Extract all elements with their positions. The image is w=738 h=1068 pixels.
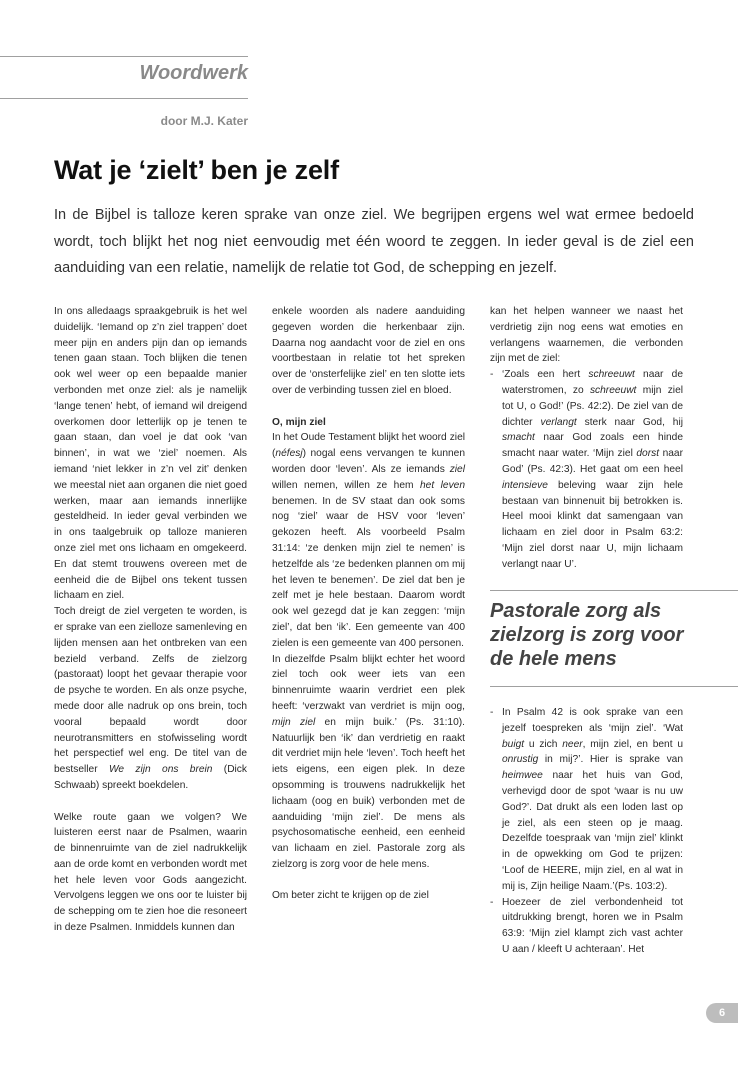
header-rule-top	[0, 56, 248, 57]
paragraph: Om beter zicht te krijgen op de ziel	[272, 890, 429, 902]
paragraph: Toch dreigt de ziel vergeten te worden, is er sprake van een zielloze samenleving en lijden mensen aan het ontbreken van een bezield verband. Zelfs de zielzorg (pastoraat) loopt het gevaar therapie voor de psyche te worden. En als onze psyche, mede door alle nadruk op ons brein, toch vooral bepaald wordt door neurotransmitters en stofwisseling wordt het perspectief wel eng. De titel van de bestseller We zijn ons brein (Dick Schwaab) spreekt boekdelen.	[54, 606, 247, 791]
section-title: Woordwerk	[139, 62, 248, 84]
paragraph: enkele woorden als nadere aanduiding gegeven worden die herkenbaar zijn. Daarna nog aandacht voor de ziel en ons voortbestaan in relatie tot het spreken over de ‘onsterfelijke ziel’ en ten slotte iets over de verbinding tussen ziel en bloed.	[272, 306, 465, 396]
list-item: - Hoezeer de ziel verbondenheid tot uitdrukking brengt, horen we in Psalm 63:9: ‘Mijn ziel klampt zich vast achter U aan / kleeft U achteraan’. Het	[490, 896, 683, 955]
paragraph: In diezelfde Psalm blijkt echter het woord ziel toch ook weer iets van een binnenruimte waarin verdriet een plek heeft: ‘verzwakt van verdriet is mijn oog, mijn ziel en mijn buik.’ (Ps. 31:10). Natuurlijk ben ‘ik’ dan verdrietig en raakt dit verdriet mijn hele ‘leven’. Toch heeft het iets eigens, een eigen plek. In deze opsomming is trouwens nadrukkelijk het lichaam (oog en buik) verbonden met de aanduiding ‘mijn ziel’. De mens als psychosomatische eenheid, een eenheid van lichaam en ziel. Pastorale zorg als zielzorg is zorg voor de hele mens.	[272, 653, 465, 870]
header-rule-bottom	[0, 98, 248, 99]
page-number: 6	[706, 1003, 738, 1023]
list-item: - ‘Zoals een hert schreeuwt naar de waterstromen, zo schreeuwt mijn ziel tot U, o God!’ (Ps. 42:2). De ziel van de dichter verlangt sterk naar God, hij smacht naar God zoals een hinde smacht naar water. ‘Mijn ziel dorst naar God’ (Ps. 42:3). Het gaat om een heel intensieve beleving waar zijn hele bestaan van binnenuit bij betrokken is. Heel mooi klinkt dat samengaan van lichaam en ziel door in Psalm 63:2: ‘Mijn ziel dorst naar U, mijn lichaam verlangt naar U’.	[490, 369, 683, 570]
paragraph: Welke route gaan we volgen? We luisteren eerst naar de Psalmen, waarin de binnenruimte van de ziel nadrukkelijk aan de orde komt en verbonden wordt met het hele leven voor Gods aangezicht. Vervolgens leggen we ons oor te luister bij de schepping om te zien hoe die resoneert in deze Psalmen. Inmiddels kunnen dan	[54, 811, 247, 934]
pullquote: Pastorale zorg als zielzorg is zorg voor de hele mens	[490, 600, 684, 670]
column-3	[490, 304, 683, 573]
paragraph: In ons alledaags spraakgebruik is het wel duidelijk. ‘Iemand op z’n ziel trappen’ doet meer pijn en anders pijn dan op iemands tenen gaan staan. Toch blijken die tenen ook wel weer op een bepaalde manier verbonden met onze ziel: als je namelijk ‘lange tenen’ hebt, of iemand wil dreigend overkomen door letterlijk op je tenen te gaan staan, dan voel je dat ook ‘van binnen’, in wat we ‘ziel’ noemen. Als iemand ‘niet lekker in z’n vel zit’ denken we meestal niet aan organen die niet goed werken, maar aan iemands innerlijke gesteldheid. In ieder geval verbinden we in ons taalgebruik op talloze manieren onze ziel met ons lichaam en omgekeerd. En dat stemt trouwens overeen met de eenheid die de Bijbel ons tekent tussen lichaam en ziel.	[54, 306, 247, 602]
column-2	[272, 304, 465, 904]
article-lead: In de Bijbel is talloze keren sprake van onze ziel. We begrijpen ergens wel wat ermee bedoeld wordt, toch blijkt het nog niet eenvoudig met één woord te zeggen. In ieder geval is de ziel een aanduiding van een relatie, namelijk de relatie tot God, de schepping en jezelf.	[54, 207, 694, 276]
list-item: - In Psalm 42 is ook sprake van een jezelf toespreken als ‘mijn ziel’. ‘Wat buigt u zich neer, mijn ziel, en bent u onrustig in mij?’. Hier is sprake van heimwee naar het huis van God, verhevigd door de spot ‘waar is nu uw God?’. Dat drukt als een loden last op je ziel, als een steen op je maag. Dezelfde toespraak van ‘mijn ziel’ klinkt in de opwekking om God te prijzen: ‘Loof de HEERE, mijn ziel, en al wat in mij is, Zijn heilige Naam.’(Ps. 103:2).	[490, 707, 683, 892]
pullquote-rule-top	[490, 590, 738, 591]
subheading: O, mijn ziel	[272, 416, 326, 428]
paragraph: kan het helpen wanneer we naast het verdrietig zijn nog eens wat emoties en verlangens waarnemen, die verbonden zijn met de ziel:	[490, 306, 683, 365]
column-3-continued	[490, 705, 683, 958]
book-title: We zijn ons brein	[108, 764, 213, 776]
column-1	[54, 304, 247, 936]
paragraph: In het Oude Testament blijkt het woord ziel (néfesj) nogal eens vervangen te kunnen worden door ‘leven’. Als ze iemands ziel willen nemen, willen ze hem het leven benemen. In de SV staat dan ook soms nog ‘ziel’ waar de HSV voor ‘leven’ gekozen heeft. Als voorbeeld Psalm 31:14: ‘ze denken mijn ziel te nemen’ is hetzelfde als ‘ze bedenken plannen om mij het leven te benemen’. De ziel dat ben je zelf met je hele bestaan. Daarom wordt ook wel gezegd dat je kan zeggen: ‘mijn ziel’, dat ben ‘ik’. Een gemeente van 400 zielen is een gemeente van 400 personen.	[272, 432, 465, 649]
pullquote-rule-bottom	[490, 686, 738, 687]
byline: door M.J. Kater	[160, 114, 248, 128]
article-headline: Wat je ‘zielt’ ben je zelf	[54, 155, 339, 185]
